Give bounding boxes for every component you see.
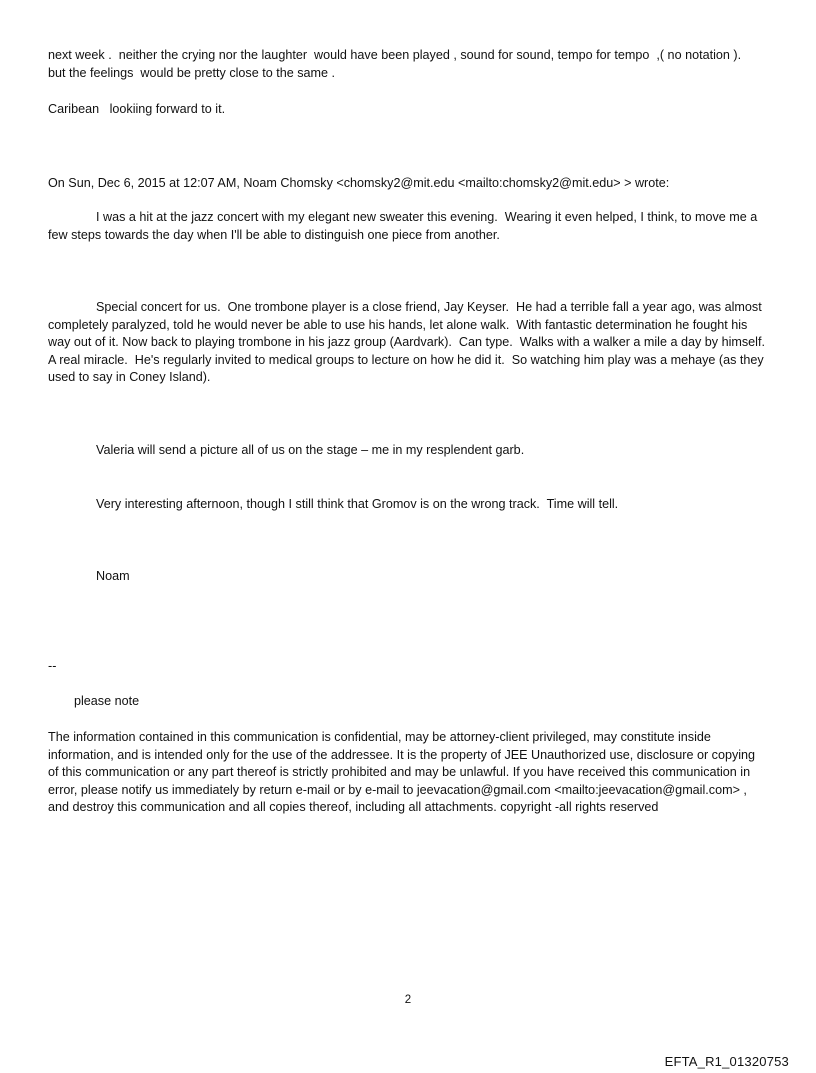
document-id: EFTA_R1_01320753 bbox=[664, 1054, 789, 1069]
quoted-paragraph-1: I was a hit at the jazz concert with my elegant new sweater this evening. Wearing it even helped, I think, to move me a few steps towards the day when I'll be able to distinguish one piece from another. bbox=[48, 210, 761, 242]
signature-separator: -- bbox=[48, 659, 57, 673]
reply-paragraph: next week . neither the crying nor the laughter would have been played , sound for sound, tempo for tempo ,( no notation ). but the feelings would be pretty close to the same . bbox=[48, 48, 752, 80]
page-number: 2 bbox=[404, 994, 412, 1006]
disclaimer-paragraph: The information contained in this communication is confidential, may be attorney-client privileged, may constitute inside information, and is intended only for the use of the addressee. It is the property of JEE Unauthorized use, disclosure or copying of this communication or any part thereof is strictly prohibited and may be unlawful. If you have received this communication in error, please notify us immediately by return e-mail or by e-mail to jeevacation@gmail.com <mailto:jeevacation@gmail.com> , and destroy this communication and all copies thereof, including all attachments. copyright -all rights reserved bbox=[48, 730, 759, 814]
quoted-line-1: Valeria will send a picture all of us on the stage – me in my resplendent garb. bbox=[96, 443, 525, 457]
quoted-paragraph-2: Special concert for us. One trombone player is a close friend, Jay Keyser. He had a terrible fall a year ago, was almost completely paralyzed, told he would never be able to use his hands, let alone walk. With fantastic determination he fought his way out of it. Now back to playing trombone in his jazz group (Aardvark). Can type. Walks with a walker a mile a day by himself. A real miracle. He's regularly invited to medical groups to lecture on how he did it. So watching him play was a mehaye (as they used to say in Coney Island). bbox=[48, 300, 772, 384]
quote-header: On Sun, Dec 6, 2015 at 12:07 AM, Noam Chomsky <chomsky2@mit.edu <mailto:chomsky2@mit.edu> > wrote: bbox=[48, 176, 670, 190]
notice-heading: please note bbox=[74, 694, 140, 708]
quoted-signature: Noam bbox=[96, 569, 130, 583]
quoted-line-2: Very interesting afternoon, though I still think that Gromov is on the wrong track. Time will tell. bbox=[96, 497, 619, 511]
reply-line: Caribean lookiing forward to it. bbox=[48, 102, 226, 116]
